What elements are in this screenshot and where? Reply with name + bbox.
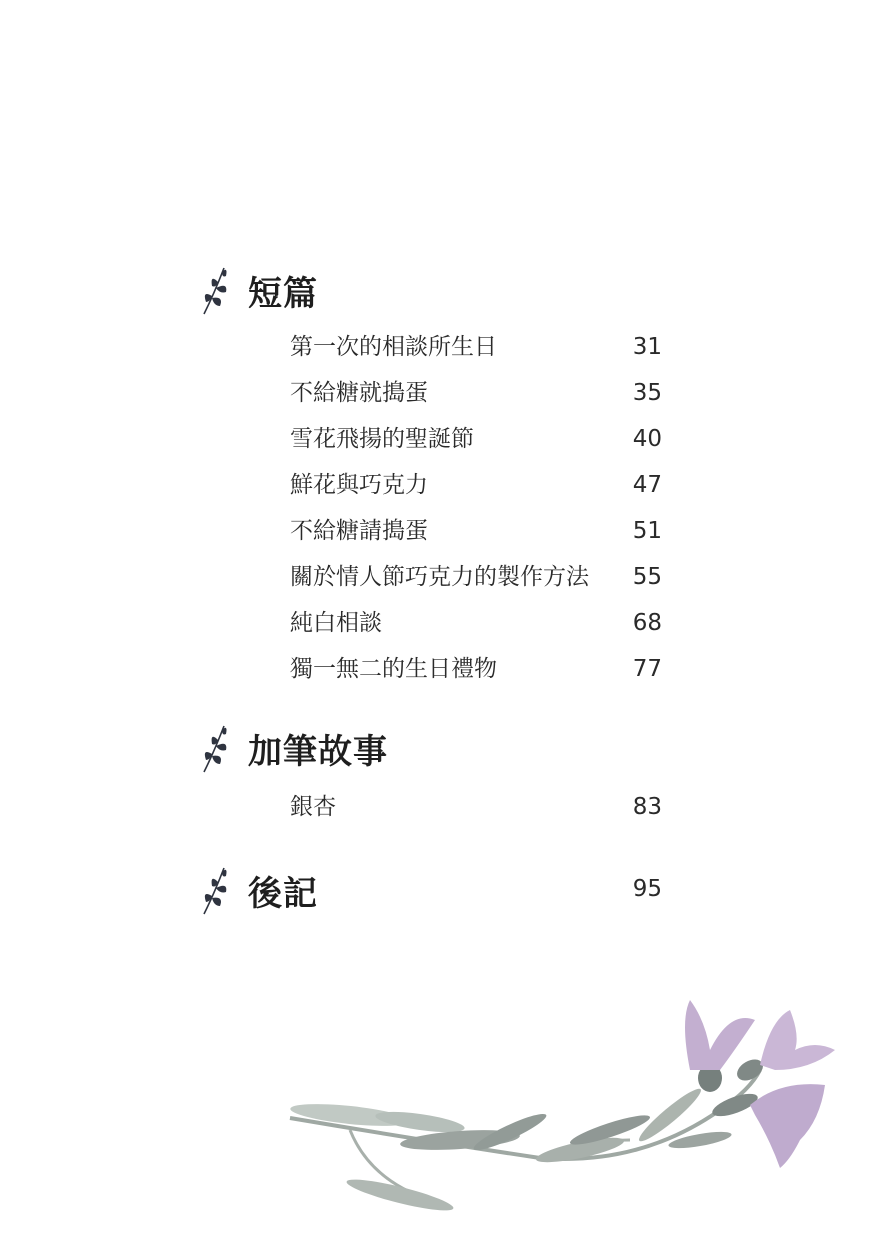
section-heading-afterword[interactable] [200,864,318,916]
entry-title: 銀杏 [290,794,336,820]
entry-title: 不給糖就搗蛋 [290,380,428,406]
toc-entry[interactable] [290,650,662,683]
entry-title: 雪花飛揚的聖誕節 [290,426,474,452]
leaf-sprig-icon [200,722,236,774]
section-heading-extra-story [200,722,388,774]
toc-entry[interactable] [290,466,662,499]
section-title: 後記 [248,873,318,914]
toc-entry[interactable] [290,420,662,453]
section-title: 加筆故事 [248,731,388,772]
entry-title: 鮮花與巧克力 [290,472,428,498]
entry-title: 第一次的相談所生日 [290,334,497,360]
entry-page-number: 77 [632,656,662,682]
entry-page-number: 68 [632,610,662,636]
entry-title: 關於情人節巧克力的製作方法 [290,564,589,590]
toc-entry[interactable] [290,604,662,637]
flower-branch-illustration [280,990,850,1230]
entry-page-number: 35 [632,380,662,406]
toc-entry[interactable] [290,374,662,407]
entry-title: 不給糖請搗蛋 [290,518,428,544]
toc-entry[interactable] [290,328,662,361]
entry-page-number: 47 [632,472,662,498]
entry-page-number: 51 [632,518,662,544]
toc-entry[interactable] [290,558,662,591]
afterword-page-number: 95 [632,876,662,902]
leaf-sprig-icon [200,864,236,916]
toc-entry[interactable] [290,512,662,545]
entry-title: 獨一無二的生日禮物 [290,656,497,682]
entry-page-number: 83 [632,794,662,820]
section-heading-short-stories [200,264,318,316]
entry-page-number: 31 [632,334,662,360]
entry-page-number: 40 [632,426,662,452]
toc-entry[interactable] [290,788,662,821]
entry-title: 純白相談 [290,610,382,636]
entry-page-number: 55 [632,564,662,590]
leaf-sprig-icon [200,264,236,316]
section-title: 短篇 [248,273,318,314]
